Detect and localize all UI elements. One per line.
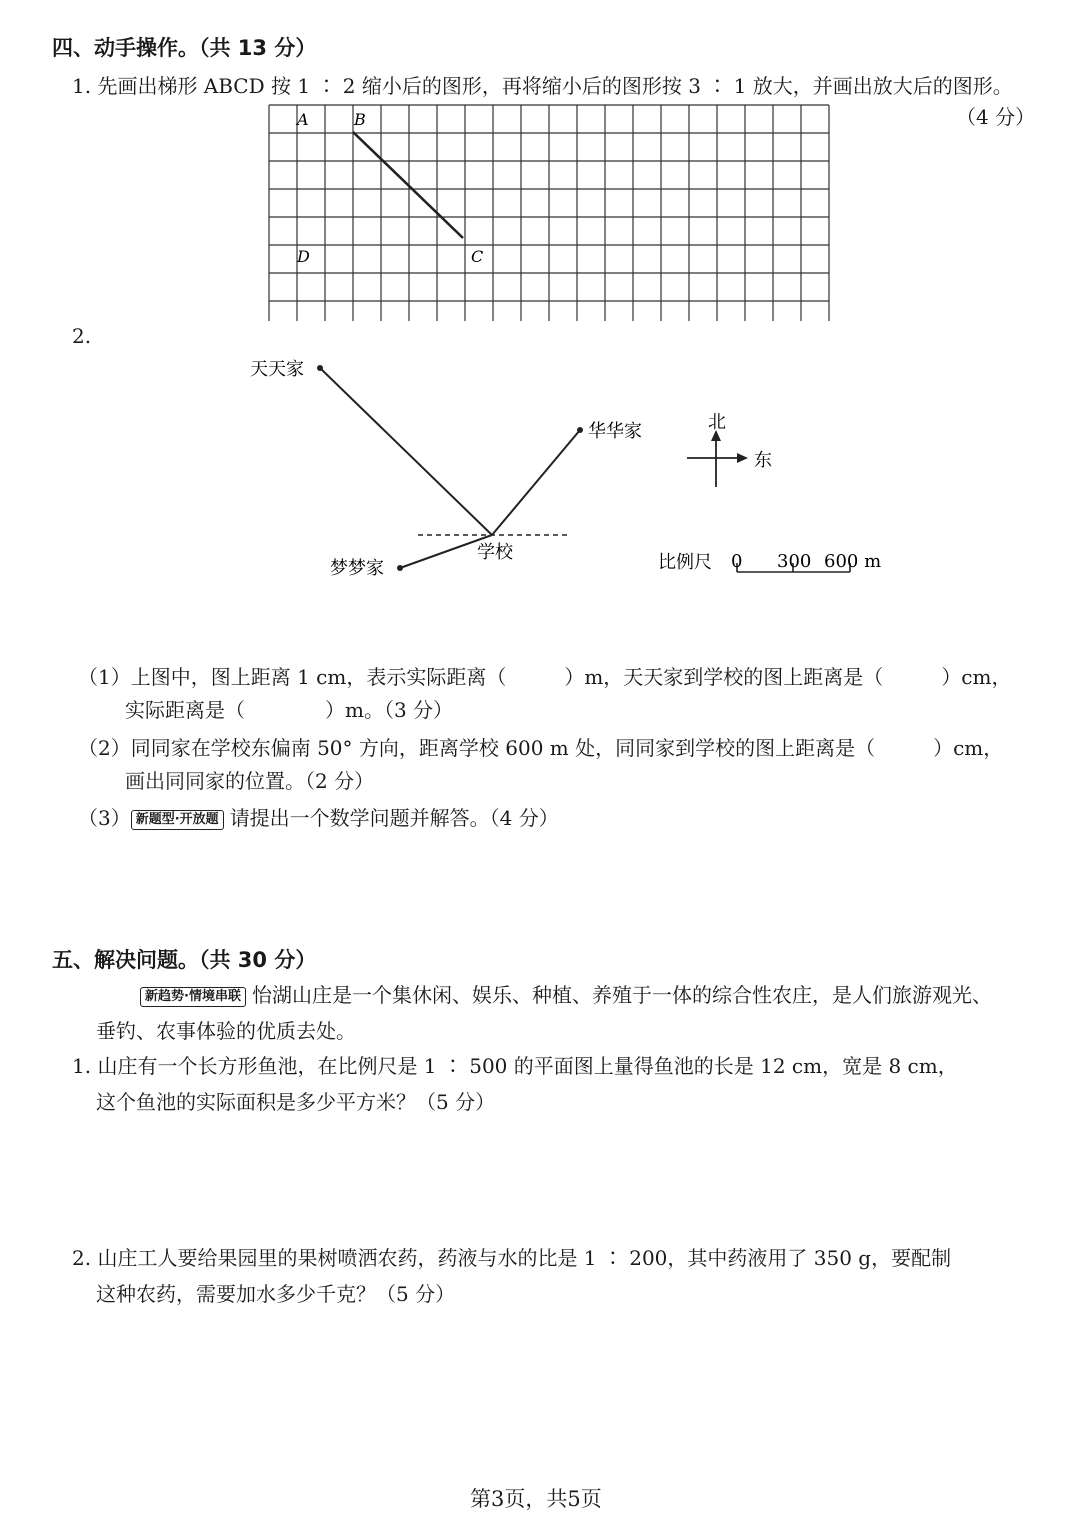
- question-1-text: 1. 先画出梯形 ABCD 按 1 ∶ 2 缩小后的图形，再将缩小后的图形按 3 ∶ 1 放大，并画出放大后的图形。: [72, 74, 1013, 98]
- scale-label-600: 600 m: [824, 551, 882, 572]
- problem-2-line-2: 这种农药，需要加水多少千克？（5 分）: [96, 1282, 456, 1306]
- vertex-c-label: C: [471, 247, 484, 266]
- subquestion-2-line-2: 画出同同家的位置。（2 分）: [125, 769, 375, 793]
- line-huahua-school: [492, 430, 580, 535]
- huahua-label: 华华家: [588, 421, 642, 442]
- grid-lines: [269, 105, 829, 321]
- trend-badge: 新趋势·情境串联: [140, 987, 246, 1007]
- question-1-score: （4 分）: [956, 105, 1036, 129]
- scale-label-0: 0: [731, 551, 743, 572]
- open-question-badge: 新题型·开放题: [131, 810, 224, 830]
- mengmeng-point: [397, 565, 403, 571]
- scale-label-300: 300: [777, 551, 812, 572]
- vertex-a-label: A: [297, 110, 309, 129]
- section-4-title: 四、动手操作。（共 13 分）: [52, 36, 317, 60]
- line-tiantian-school: [320, 368, 492, 535]
- subquestion-3: （3） 新题型·开放题 请提出一个数学问题并解答。（4 分）: [78, 806, 559, 830]
- school-label: 学校: [477, 542, 513, 563]
- segment-bc: [353, 132, 463, 238]
- location-map: [240, 350, 900, 590]
- tiantian-point: [317, 365, 323, 371]
- huahua-point: [577, 427, 583, 433]
- tiantian-label: 天天家: [250, 359, 304, 380]
- compass-north-label: 北: [708, 412, 726, 433]
- subquestion-1-line-2: 实际距离是（ ）m。（3 分）: [125, 698, 454, 722]
- vertex-d-label: D: [297, 247, 310, 266]
- problem-2-line-1: 2. 山庄工人要给果园里的果树喷洒农药，药液与水的比是 1 ∶ 200，其中药液用了 350 g，要配制: [72, 1246, 952, 1270]
- scale-label: 比例尺: [658, 552, 712, 573]
- page-footer: 第3页，共5页: [470, 1487, 602, 1511]
- trapezoid-grid: [266, 103, 834, 321]
- problem-1-line-1: 1. 山庄有一个长方形鱼池，在比例尺是 1 ∶ 500 的平面图上量得鱼池的长是 12 cm，宽是 8 cm，: [72, 1054, 958, 1078]
- subquestion-2-line-1: （2）同同家在学校东偏南 50° 方向，距离学校 600 m 处，同同家到学校的图上距离是（ ）cm，: [78, 736, 1004, 760]
- section-5-intro-line-2: 垂钓、农事体验的优质去处。: [96, 1019, 356, 1043]
- problem-1-line-2: 这个鱼池的实际面积是多少平方米？（5 分）: [96, 1090, 496, 1114]
- east-arrow-icon: [737, 453, 748, 463]
- section-5-title: 五、解决问题。（共 30 分）: [52, 948, 317, 972]
- vertex-b-label: B: [354, 110, 366, 129]
- compass-east-label: 东: [754, 450, 772, 471]
- subquestion-1-line-1: （1）上图中，图上距离 1 cm，表示实际距离（ ）m，天天家到学校的图上距离是（ ）cm，: [78, 665, 1012, 689]
- mengmeng-label: 梦梦家: [330, 558, 384, 579]
- question-2-number: 2.: [72, 324, 92, 348]
- section-5-intro-line-1: 新趋势·情境串联 怡湖山庄是一个集休闲、娱乐、种植、养殖于一体的综合性农庄，是人们旅游观光、: [140, 979, 992, 1008]
